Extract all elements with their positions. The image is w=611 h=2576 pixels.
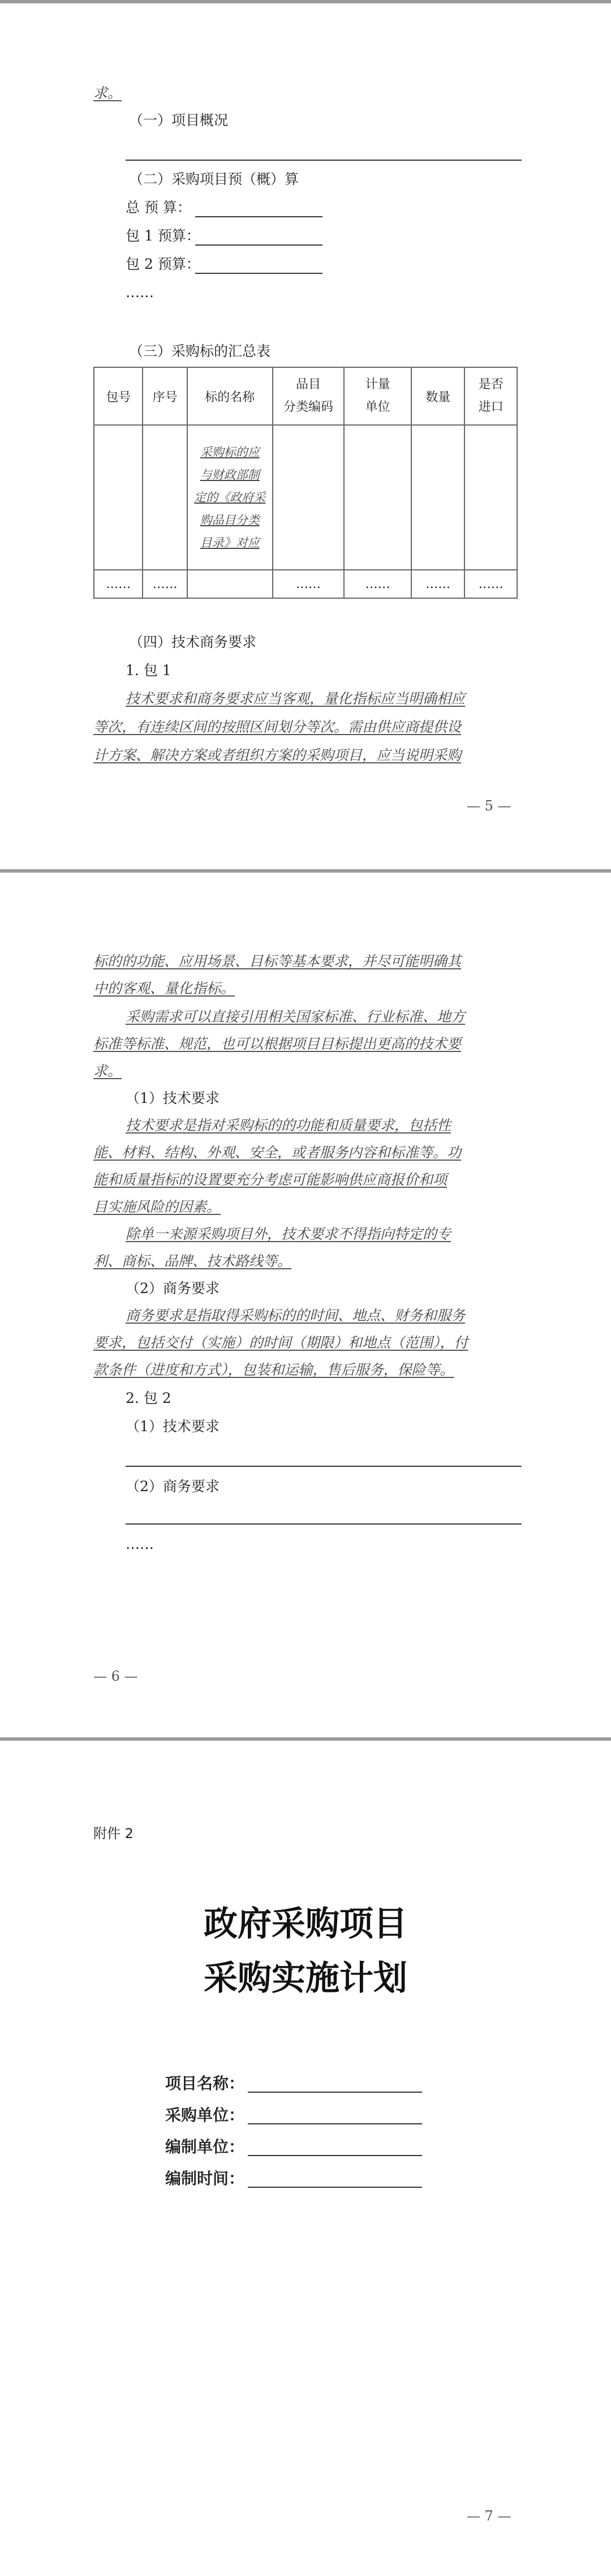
- page-6: [0, 873, 611, 1737]
- p6-para4-line-1: 除单一来源采购项目外，技术要求不得指向特定的专: [126, 1226, 451, 1242]
- header-item-name: 标的名称: [187, 367, 273, 425]
- header-imported: 是否 进口: [464, 367, 517, 425]
- procurement-unit-label: 采购单位：: [165, 2106, 245, 2124]
- compiling-time-line: [248, 2187, 422, 2188]
- item-name-note: 采购标的应 与财政部制 定的《政府采 购品目分类 目录》对应: [187, 425, 273, 570]
- section-2-title: （二）采购项目预（概）算: [129, 171, 299, 187]
- p6-para1-line-1: 标的的功能、应用场景、目标等基本要求，并尽可能明确其: [93, 953, 462, 969]
- page-number-5: — 5 —: [467, 798, 511, 814]
- table-row: [94, 425, 517, 570]
- budget-pkg2-line: [195, 273, 322, 274]
- section-1-line: [126, 160, 522, 161]
- p6-para5-line-2: 要求，包括交付（实施）的时间（期限）和地点（范围），付: [93, 1334, 468, 1351]
- package-1-title: 1. 包 1: [126, 662, 171, 679]
- table-header-row: [94, 367, 517, 425]
- biz-req-title: （2）商务要求: [126, 1280, 220, 1296]
- compiling-unit-line: [248, 2155, 422, 2156]
- tech-req-title: （1）技术要求: [126, 1090, 220, 1106]
- header-category-code: 品目 分类编码: [273, 367, 345, 425]
- budget-total-line: [195, 216, 322, 217]
- budget-total-label: 总 预 算：: [126, 199, 191, 216]
- project-name-label: 项目名称：: [165, 2074, 245, 2093]
- page-5: [0, 0, 611, 869]
- procurement-summary-table: [93, 367, 518, 599]
- tech-biz-para-line-3: 计方案、解决方案或者组织方案的采购项目，应当说明采购: [93, 747, 462, 763]
- pkg2-tech-req-title: （1）技术要求: [126, 1418, 220, 1435]
- project-name-line: [248, 2092, 422, 2093]
- p6-para1-line-2: 中的客观、量化指标。: [93, 980, 235, 997]
- pkg2-tech-line: [126, 1466, 522, 1467]
- header-serial-no: 序号: [143, 367, 187, 425]
- document-title-line-2: 采购实施计划: [204, 1959, 407, 1998]
- pkg2-biz-line: [126, 1523, 522, 1525]
- compiling-unit-label: 编制单位：: [165, 2137, 245, 2156]
- p6-para3-line-2: 能、材料、结构、外观、安全，或者服务内容和标准等。功: [93, 1144, 462, 1161]
- p6-para2-line-2: 标准等标准、规范，也可以根据项目目标提出更高的技术要: [93, 1036, 462, 1052]
- header-unit: 计量 单位: [344, 367, 411, 425]
- p6-para3-line-4: 目实施风险的因素。: [93, 1199, 221, 1215]
- page-top-border: [0, 0, 611, 3]
- p6-para2-line-3: 求。: [93, 1063, 122, 1079]
- package-2-title: 2. 包 2: [126, 1390, 171, 1406]
- tech-biz-para-line-2: 等次，有连续区间的按照区间划分等次。需由供应商提供设: [93, 719, 462, 735]
- carry-text: 求。: [93, 85, 122, 101]
- document-title-line-1: 政府采购项目: [204, 1904, 407, 1944]
- section-1-title: （一）项目概况: [129, 112, 229, 128]
- p6-para5-line-3: 款条件（进度和方式），包装和运输，售后服务，保险等。: [93, 1362, 454, 1378]
- section-3-title: （三）采购标的汇总表: [129, 343, 271, 359]
- page6-ellipsis: ……: [126, 1536, 154, 1552]
- p6-para4-line-2: 利、商标、品牌、技术路线等。: [93, 1253, 292, 1269]
- header-quantity: 数量: [411, 367, 465, 425]
- pkg2-biz-req-title: （2）商务要求: [126, 1478, 220, 1495]
- page-number-7: — 7 —: [467, 2508, 511, 2524]
- procurement-unit-line: [248, 2123, 422, 2124]
- attachment-label: 附件 2: [93, 1826, 134, 1841]
- header-package-no: 包号: [94, 367, 143, 425]
- table-row-ellipsis: …… …… …… …… …… ……: [94, 570, 517, 598]
- compiling-time-label: 编制时间：: [165, 2169, 245, 2188]
- budget-pkg1-line: [195, 244, 322, 246]
- section-4-title: （四）技术商务要求: [129, 634, 257, 650]
- page-number-6: — 6 —: [93, 1668, 138, 1684]
- budget-pkg1-label: 包 1 预算：: [126, 227, 200, 244]
- tech-biz-para-line-1: 技术要求和商务要求应当客观，量化指标应当明确相应: [126, 690, 466, 707]
- p6-para3-line-1: 技术要求是指对采购标的的功能和质量要求，包括性: [126, 1117, 451, 1134]
- page-7: [0, 1741, 611, 2576]
- budget-ellipsis: ……: [126, 284, 154, 300]
- p6-para5-line-1: 商务要求是指取得采购标的的时间、地点、财务和服务: [126, 1307, 466, 1324]
- budget-pkg2-label: 包 2 预算：: [126, 256, 200, 272]
- p6-para2-line-1: 采购需求可以直接引用相关国家标准、行业标准、地方: [126, 1008, 466, 1025]
- p6-para3-line-3: 能和质量指标的设置要充分考虑可能影响供应商报价和项: [93, 1171, 448, 1188]
